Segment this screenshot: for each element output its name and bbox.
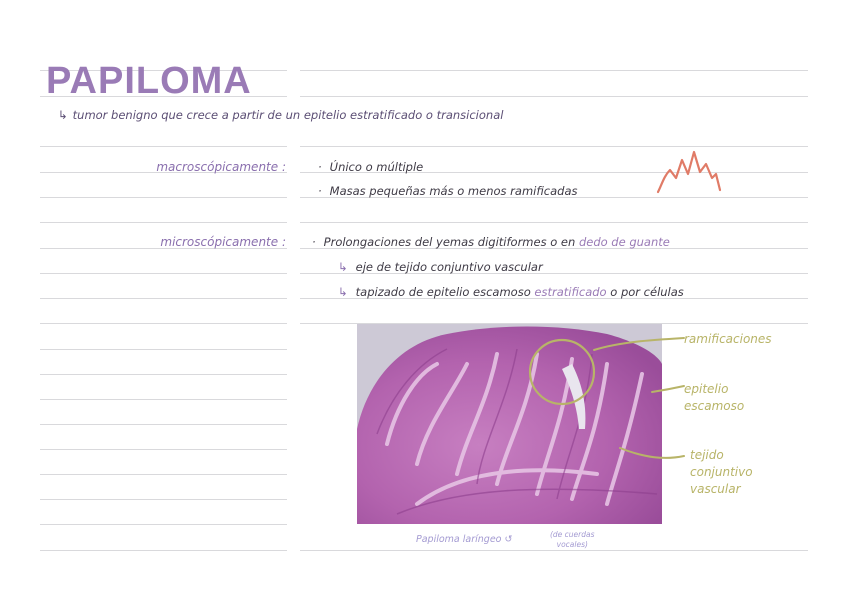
ruled-line	[300, 222, 808, 223]
micro-sub-1: ↳ eje de tejido conjuntivo vascular	[338, 260, 543, 274]
ruled-line	[40, 550, 287, 551]
image-caption: Papiloma laríngeo ↺	[416, 534, 513, 545]
bullet-dot-icon: ·	[312, 235, 316, 249]
ruled-line	[300, 96, 808, 97]
ruled-line	[40, 474, 287, 475]
definition	[58, 108, 503, 122]
highlight-dedo-de-guante: dedo de guante	[578, 235, 670, 249]
caption-note: (de cuerdas vocales)	[550, 530, 595, 549]
ruled-line	[40, 323, 287, 324]
ruled-line	[300, 146, 808, 147]
ruled-line	[40, 449, 287, 450]
ruled-line	[40, 524, 287, 525]
annotation-epitelio: epitelio escamoso	[684, 382, 745, 413]
page-title: PAPILOMA	[46, 60, 252, 102]
caption-arrow-icon: ↺	[504, 534, 513, 545]
ruled-line	[300, 70, 808, 71]
ruled-line	[40, 298, 287, 299]
ruled-line	[40, 374, 287, 375]
annotation-leaders	[560, 330, 690, 480]
ruled-line	[40, 349, 287, 350]
ruled-line	[40, 424, 287, 425]
micro-sub-2: ↳ tapizado de epitelio escamoso estratificado o por células	[338, 285, 684, 299]
bullet-dot-icon: ·	[318, 160, 322, 174]
micro-label: microscópicamente :	[160, 235, 286, 249]
micro-bullet-1: · Prolongaciones del yemas digitiformes o en dedo de guante	[312, 235, 670, 249]
ruled-line	[40, 499, 287, 500]
ruled-line	[40, 273, 287, 274]
definition-text: tumor benigno que crece a partir de un epitelio estratificado o transicional	[72, 108, 504, 122]
ruled-line	[40, 146, 287, 147]
sub-arrow-icon: ↳	[338, 285, 348, 299]
papilloma-doodle-icon	[654, 148, 724, 196]
ruled-line	[300, 550, 808, 551]
macro-bullet-2: · Masas pequeñas más o menos ramificadas	[318, 184, 578, 198]
macro-bullet-1: · Único o múltiple	[318, 160, 424, 174]
annotation-ramificaciones: ramificaciones	[684, 332, 772, 346]
ruled-line	[40, 222, 287, 223]
bullet-dot-icon: ·	[318, 184, 322, 198]
ruled-line	[40, 399, 287, 400]
highlight-estratificado: estratificado	[534, 285, 607, 299]
ruled-line	[40, 197, 287, 198]
annotation-tejido: tejido conjuntivo vascular	[690, 448, 753, 496]
macro-label: macroscópicamente :	[156, 160, 286, 174]
definition-arrow-icon: ↳	[58, 108, 68, 122]
sub-arrow-icon: ↳	[338, 260, 348, 274]
